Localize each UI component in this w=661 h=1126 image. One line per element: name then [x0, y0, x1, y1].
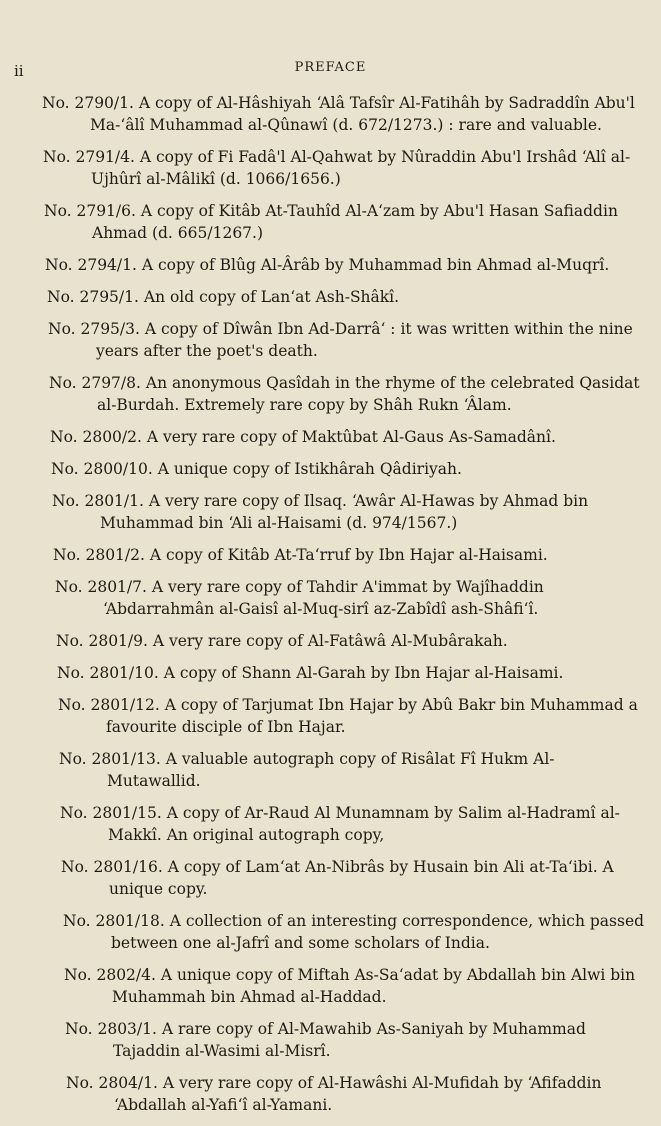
- entry-number: No. 2801/13.: [59, 750, 161, 768]
- manuscript-entry: [60, 802, 648, 846]
- manuscript-entry: [58, 694, 648, 738]
- entry-description: A rare copy of Al-Mawahib As-Saniyah by Muhammad Tajaddin al-Wasimi al-Misrî.: [113, 1020, 586, 1060]
- manuscript-entry: [44, 200, 648, 244]
- manuscript-entry: [42, 92, 648, 136]
- manuscript-entry: [56, 630, 648, 652]
- manuscript-entry: [65, 1018, 648, 1062]
- entry-description: A very rare copy of Al-Fatâwâ Al-Mubârakah.: [152, 632, 508, 650]
- running-head-title: PREFACE: [294, 60, 367, 75]
- manuscript-entry: [45, 254, 648, 276]
- entry-description: A copy of Kitâb At-Ta‘rruf by Ibn Hajar al-Haisami.: [149, 546, 548, 564]
- manuscript-entry: [51, 458, 648, 480]
- entry-description: A copy of Ar-Raud Al Munamnam by Salim al-Hadramî al-Makkî. An original autograph copy,: [108, 804, 620, 844]
- entry-number: No. 2803/1.: [65, 1020, 157, 1038]
- entry-number: No. 2801/16.: [61, 858, 163, 876]
- entry-number: No. 2791/4.: [43, 148, 135, 166]
- entry-description: A unique copy of Istikhârah Qâdiriyah.: [157, 460, 462, 478]
- entry-description: A copy of Lam‘at An-Nibrâs by Husain bin Ali at-Ta‘ibi. A unique copy.: [109, 858, 614, 898]
- entry-description: A very rare copy of Maktûbat Al-Gaus As-Samadânî.: [146, 428, 556, 446]
- entry-number: No. 2801/18.: [63, 912, 165, 930]
- entry-description: A copy of Fi Fadâ'l Al-Qahwat by Nûraddin Abu'l Irshâd ‘Alî al-Ujhûrî al-Mâlikî (d. 1066/1656.): [91, 148, 631, 188]
- page-header: [0, 58, 661, 82]
- page-number: ii: [14, 62, 24, 80]
- manuscript-list: [0, 92, 661, 1126]
- entry-description: An old copy of Lan‘at Ash-Shâkî.: [143, 288, 400, 306]
- entry-number: No. 2795/1.: [47, 288, 139, 306]
- entry-description: A very rare copy of Ilsaq. ‘Awâr Al-Hawas by Ahmad bin Muhammad bin ‘Ali al-Haisami (d. 974/1567.): [100, 492, 589, 532]
- manuscript-entry: [43, 146, 648, 190]
- entry-description: A copy of Dîwân Ibn Ad-Darrâ‘ : it was written within the nine years after the poet's death.: [96, 320, 633, 360]
- entry-number: No. 2804/1.: [66, 1074, 158, 1092]
- entry-description: A copy of Tarjumat Ibn Hajar by Abû Bakr bin Muhammad a favourite disciple of Ibn Hajar.: [106, 696, 638, 736]
- entry-number: No. 2795/3.: [48, 320, 140, 338]
- manuscript-entry: [52, 490, 648, 534]
- entry-description: A very rare copy of Tahdir A'immat by Wajîhaddin ‘Abdarrahmân al-Gaisî al-Muq-sirî az-Zabîdî ash-Shâfi‘î.: [103, 578, 544, 618]
- manuscript-entry: [49, 372, 648, 416]
- entry-number: No. 2802/4.: [64, 966, 156, 984]
- entry-number: No. 2794/1.: [45, 256, 137, 274]
- entry-number: No. 2800/10.: [51, 460, 153, 478]
- entry-number: No. 2800/2.: [50, 428, 142, 446]
- manuscript-entry: [57, 662, 648, 684]
- manuscript-entry: [59, 748, 648, 792]
- entry-number: No. 2801/12.: [58, 696, 160, 714]
- entry-number: No. 2791/6.: [44, 202, 136, 220]
- entry-number: No. 2801/15.: [60, 804, 162, 822]
- entry-number: No. 2790/1.: [42, 94, 134, 112]
- entry-description: A copy of Shann Al-Garah by Ibn Hajar al-Haisami.: [163, 664, 564, 682]
- manuscript-entry: [66, 1072, 648, 1116]
- manuscript-entry: [61, 856, 648, 900]
- manuscript-entry: [53, 544, 648, 566]
- entry-description: A copy of Al-Hâshiyah ‘Alâ Tafsîr Al-Fatihâh by Sadraddîn Abu'l Ma-‘âlî Muhammad al-Qûnawî (d. 672/1273.) : rare and valuable.: [90, 94, 635, 134]
- manuscript-entry: [63, 910, 648, 954]
- entry-number: No. 2801/2.: [53, 546, 145, 564]
- manuscript-entry: [55, 576, 648, 620]
- entry-description: A copy of Kitâb At-Tauhîd Al-A‘zam by Abu'l Hasan Safiaddin Ahmad (d. 665/1267.): [92, 202, 618, 242]
- entry-number: No. 2801/7.: [55, 578, 147, 596]
- entry-number: No. 2801/10.: [57, 664, 159, 682]
- entry-description: A very rare copy of Al-Hawâshi Al-Mufidah by ‘Afifaddin ‘Abdallah al-Yafi‘î al-Yamani.: [114, 1074, 602, 1114]
- entry-number: No. 2801/9.: [56, 632, 148, 650]
- manuscript-entry: [64, 964, 648, 1008]
- entry-number: No. 2797/8.: [49, 374, 141, 392]
- manuscript-entry: [48, 318, 648, 362]
- entry-description: An anonymous Qasîdah in the rhyme of the celebrated Qasidat al-Burdah. Extremely rare copy by Shâh Rukn ‘Âlam.: [97, 374, 640, 414]
- entry-description: A collection of an interesting correspondence, which passed between one al-Jafrî and some scholars of India.: [111, 912, 645, 952]
- entry-description: A valuable autograph copy of Risâlat Fî Hukm Al-Mutawallid.: [107, 750, 555, 790]
- manuscript-entry: [50, 426, 648, 448]
- entry-description: A unique copy of Miftah As-Sa‘adat by Abdallah bin Alwi bin Muhammah bin Ahmad al-Haddad.: [112, 966, 636, 1006]
- entry-number: No. 2801/1.: [52, 492, 144, 510]
- entry-description: A copy of Blûg Al-Ârâb by Muhammad bin Ahmad al-Muqrî.: [141, 256, 610, 274]
- manuscript-entry: [47, 286, 648, 308]
